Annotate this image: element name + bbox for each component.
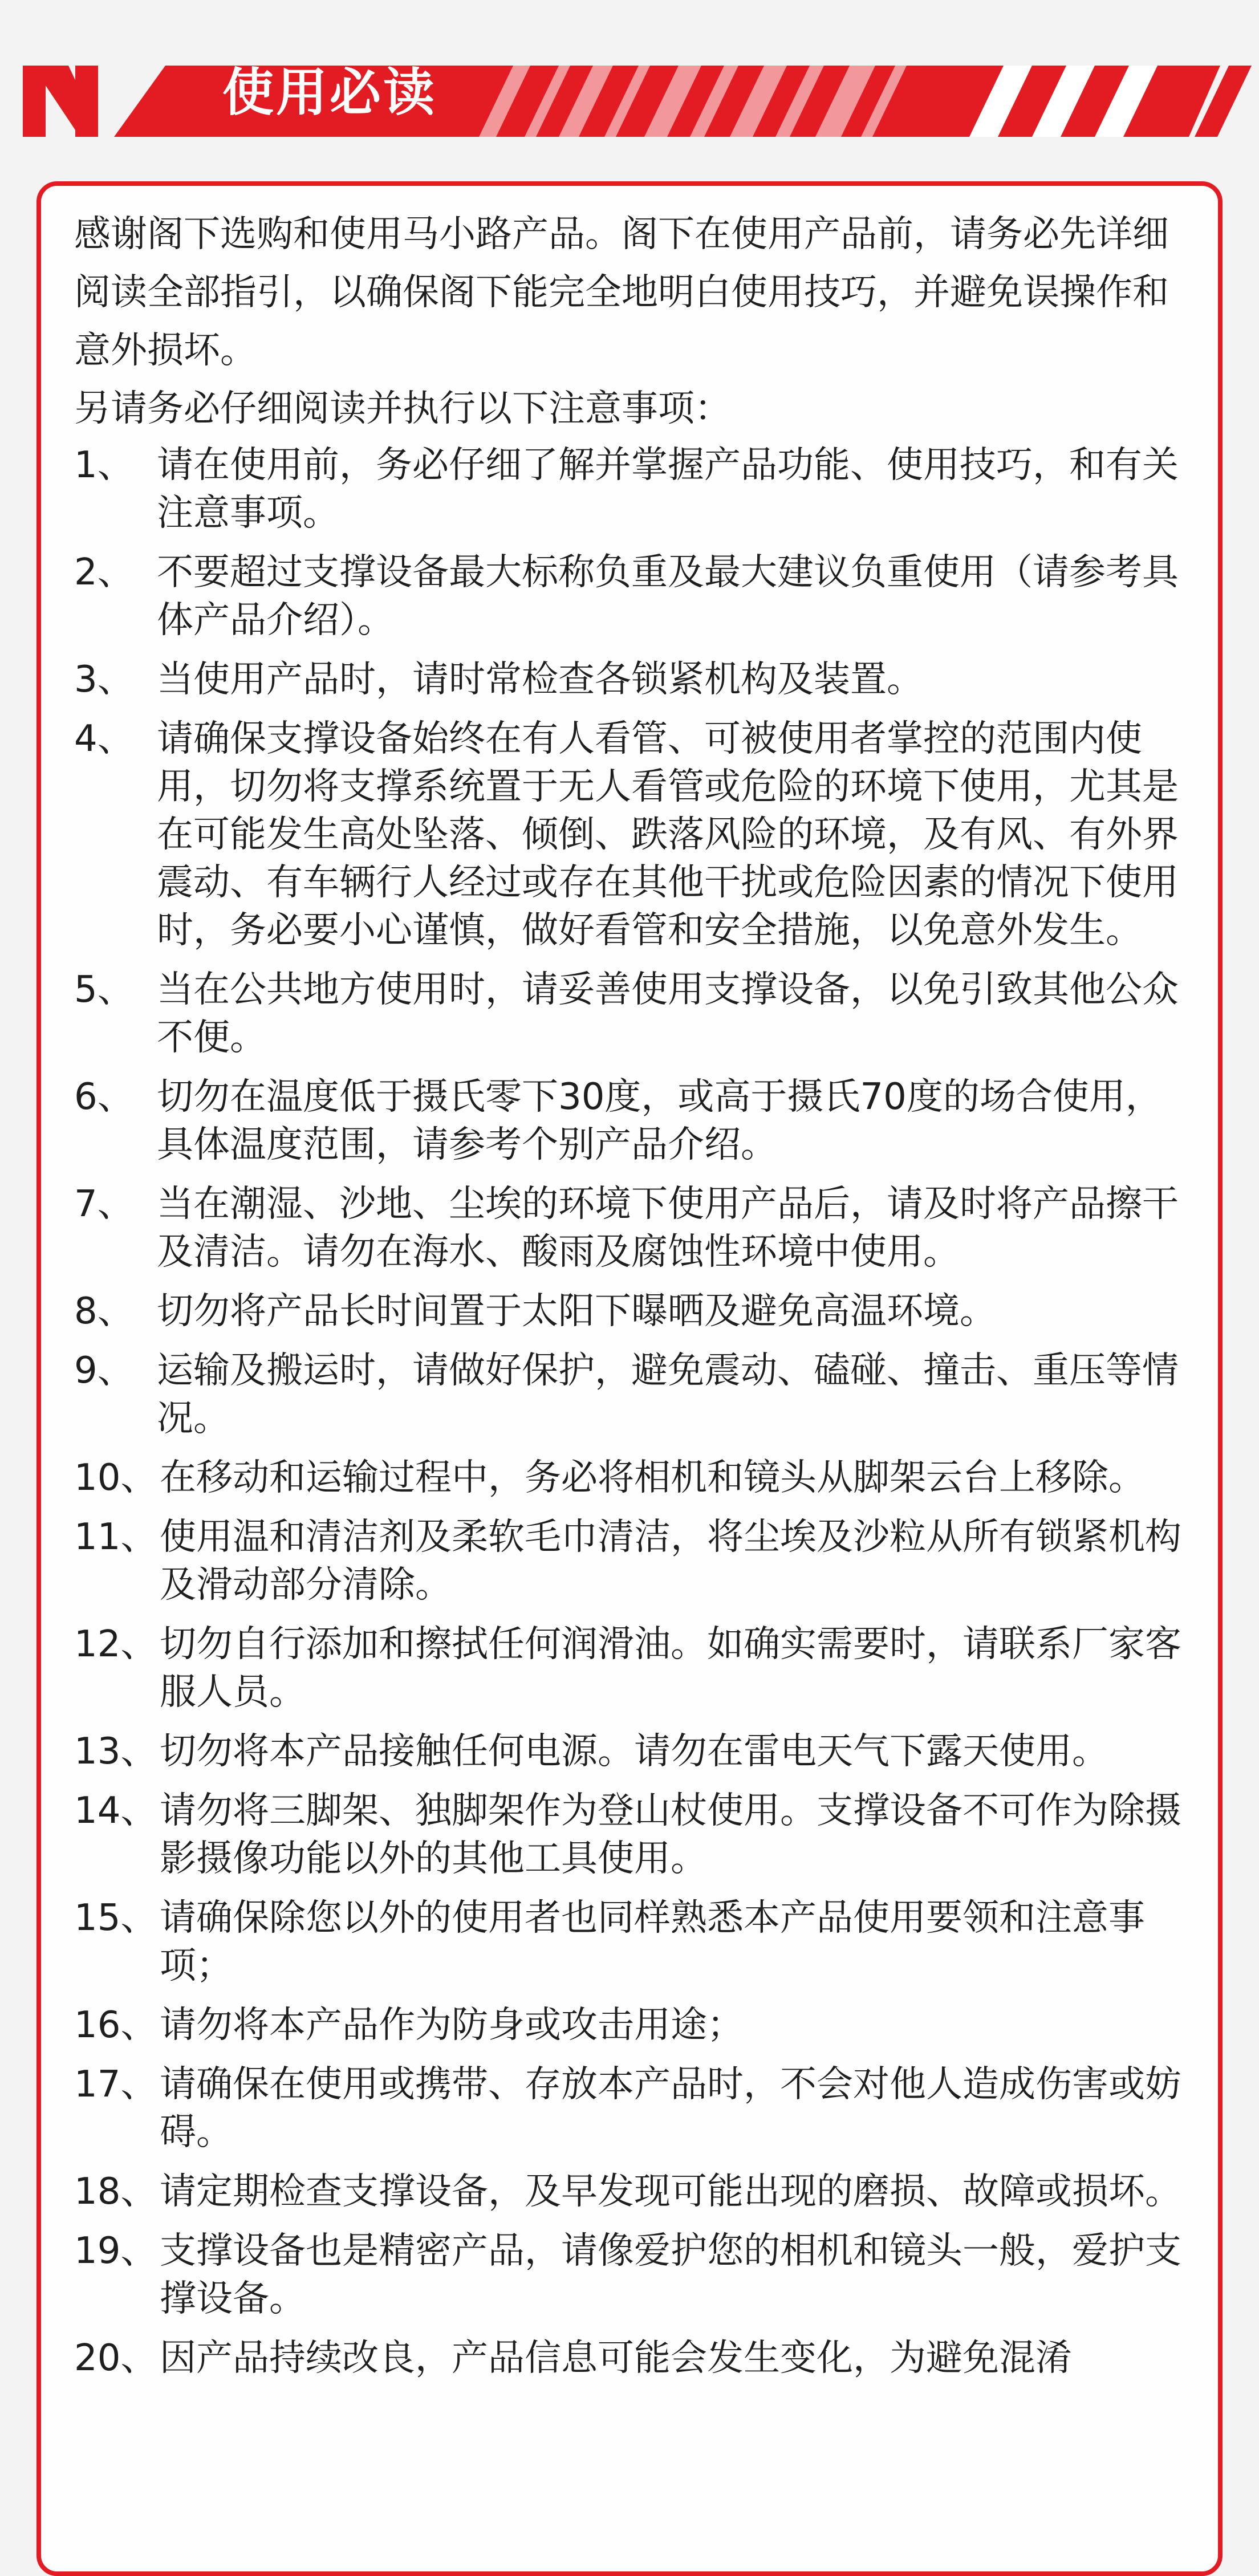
notice-number: 18、: [74, 2171, 157, 2213]
notice-item: [74, 966, 1192, 1062]
notice-number: 13、: [74, 1730, 157, 1773]
notice-text: 当使用产品时，请时常检查各锁紧机构及装置。: [157, 659, 923, 701]
notice-list: [74, 441, 1192, 2394]
notice-text: 当在潮湿、沙地、尘埃的环境下使用产品后，请及时将产品擦干及清洁。请勿在海水、酸雨及腐蚀性环境中使用。: [157, 1183, 1179, 1273]
notice-item: [74, 441, 1192, 537]
notice-item: [74, 1454, 1192, 1502]
notice-number: 1、: [74, 444, 134, 486]
notice-number: 20、: [74, 2337, 157, 2379]
notice-text: 请确保在使用或携带、存放本产品时，不会对他人造成伤害或妨碍。: [160, 2063, 1181, 2154]
notice-text: 切勿将产品长时间置于太阳下曝晒及避免高温环境。: [157, 1290, 996, 1332]
notice-text: 不要超过支撑设备最大标称负重及最大建议负重使用（请参考具体产品介绍）。: [157, 551, 1179, 641]
notice-item: [74, 1287, 1192, 1335]
notice-item: [74, 1513, 1192, 1609]
notice-number: 7、: [74, 1183, 134, 1225]
notice-text: 支撑设备也是精密产品，请像爱护您的相机和镜头一般，爱护支撑设备。: [160, 2230, 1181, 2320]
notice-item: [74, 1620, 1192, 1716]
notice-text: 使用温和清洁剂及柔软毛巾清洁，将尘埃及沙粒从所有锁紧机构及滑动部分清除。: [160, 1516, 1181, 1606]
notice-text: 请定期检查支撑设备，及早发现可能出现的磨损、故障或损坏。: [160, 2171, 1181, 2213]
notice-number: 4、: [74, 718, 134, 760]
notice-text: 在移动和运输过程中，务必将相机和镜头从脚架云台上移除。: [160, 1457, 1145, 1499]
notice-text: 当在公共地方使用时，请妥善使用支撑设备，以免引致其他公众不便。: [157, 969, 1179, 1059]
notice-text: 请确保支撑设备始终在有人看管、可被使用者掌控的范围内使用，切勿将支撑系统置于无人看管或危险的环境下使用，尤其是在可能发生高处坠落、倾倒、跌落风险的环境，及有风、有外界震动、有车辆行人经过或存在其他干扰或危险因素的情况下使用时，务必要小心谨慎，做好看管和安全措施，以免意外发生。: [157, 718, 1179, 952]
notice-text: 运输及搬运时，请做好保护，避免震动、磕碰、撞击、重压等情况。: [157, 1350, 1179, 1440]
notice-number: 16、: [74, 2004, 157, 2046]
notice-text: 请勿将三脚架、独脚架作为登山杖使用。支撑设备不可作为除摄影摄像功能以外的其他工具使用。: [160, 1790, 1181, 1880]
notice-number: 8、: [74, 1290, 134, 1332]
notice-item: [74, 656, 1192, 704]
notice-text: 因产品持续改良，产品信息可能会发生变化，为避免混淆: [160, 2337, 1072, 2379]
brand-logo-icon: [23, 66, 98, 137]
notice-text: 切勿在温度低于摄氏零下30度，或高于摄氏70度的场合使用，具体温度范围，请参考个别产品介绍。: [157, 1076, 1162, 1166]
notice-number: 3、: [74, 659, 134, 701]
notice-item: [74, 2334, 1192, 2382]
notice-number: 14、: [74, 1790, 157, 1832]
notice-text: 请确保除您以外的使用者也同样熟悉本产品使用要领和注意事项；: [160, 1897, 1145, 1987]
header-graphic: [0, 0, 1259, 182]
notice-item: [74, 1073, 1192, 1169]
notice-item: [74, 2168, 1192, 2216]
notice-item: [74, 1347, 1192, 1443]
notice-item: [74, 1787, 1192, 1883]
notice-number: 2、: [74, 551, 134, 594]
notice-number: 17、: [74, 2063, 157, 2106]
notice-number: 11、: [74, 1516, 157, 1558]
notice-number: 19、: [74, 2230, 157, 2272]
notice-item: [74, 715, 1192, 954]
notice-number: 15、: [74, 1897, 157, 1939]
notice-number: 9、: [74, 1350, 134, 1392]
notice-number: 12、: [74, 1623, 157, 1665]
notice-item: [74, 548, 1192, 644]
intro-instruction: 另请务必仔细阅读并执行以下注意事项：: [74, 388, 731, 430]
notice-number: 10、: [74, 1457, 157, 1499]
notice-item: [74, 2227, 1192, 2323]
notice-item: [74, 2001, 1192, 2049]
notice-text: 请在使用前，务必仔细了解并掌握产品功能、使用技巧，和有关注意事项。: [157, 444, 1179, 534]
notice-item: [74, 1728, 1192, 1775]
notice-item: [74, 2061, 1192, 2156]
notice-text: 请勿将本产品作为防身或攻击用途；: [160, 2004, 744, 2046]
notice-number: 6、: [74, 1076, 134, 1118]
intro-paragraph: 感谢阁下选购和使用马小路产品。阁下在使用产品前，请务必先详细阅读全部指引，以确保阁下能完全地明白使用技巧，并避免误操作和意外损坏。: [74, 213, 1169, 372]
notice-text: 切勿将本产品接触任何电源。请勿在雷电天气下露天使用。: [160, 1730, 1108, 1773]
notice-number: 5、: [74, 969, 134, 1011]
page-title: 使用必读: [222, 63, 437, 123]
notice-text: 切勿自行添加和擦拭任何润滑油。如确实需要时，请联系厂家客服人员。: [160, 1623, 1181, 1713]
notice-item: [74, 1180, 1192, 1276]
intro-section: [74, 205, 1180, 438]
notice-item: [74, 1894, 1192, 1990]
header-banner: [0, 0, 1259, 182]
